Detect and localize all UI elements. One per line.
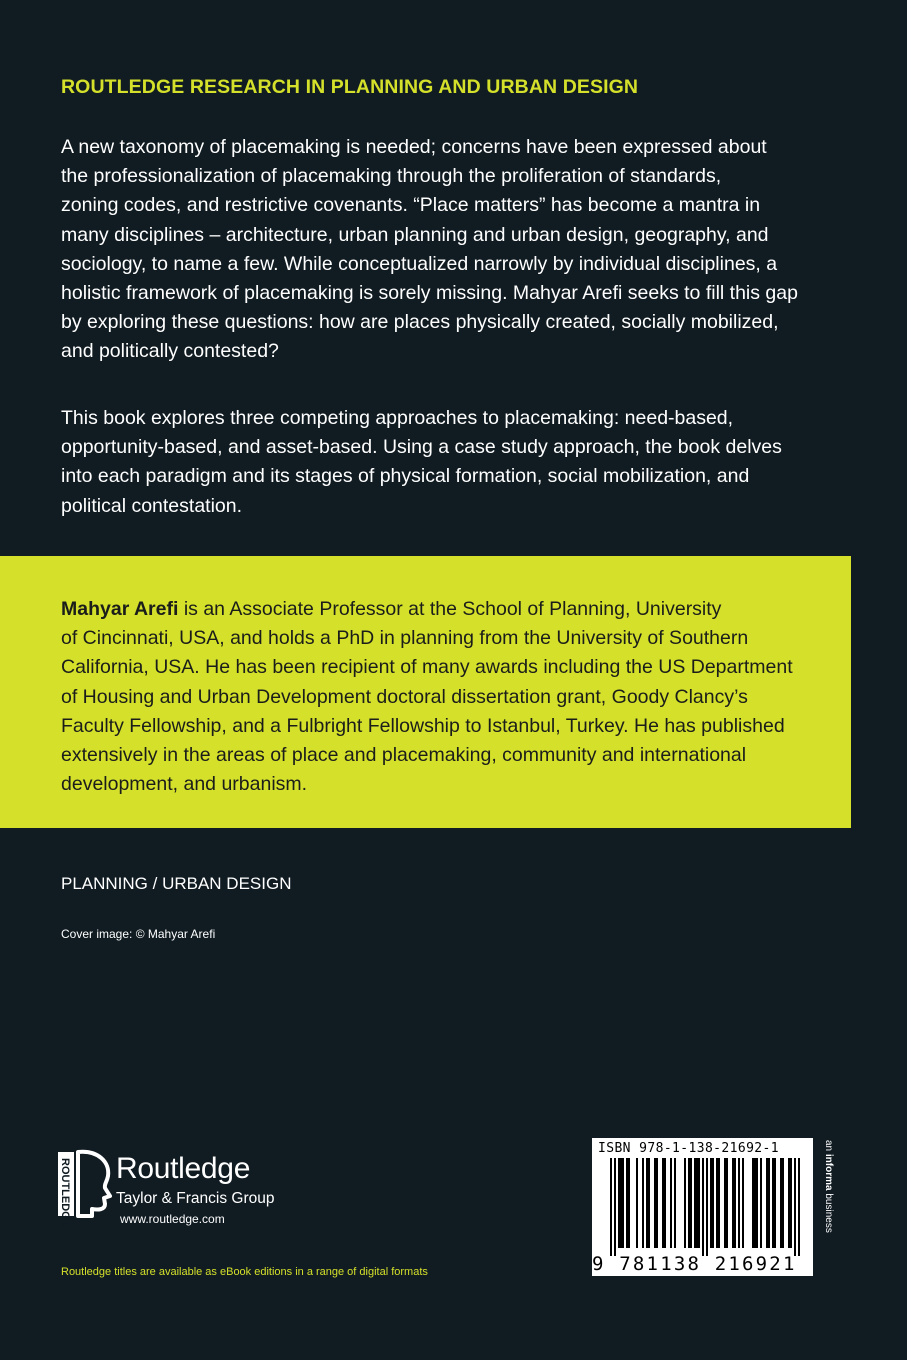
publisher-name: Routledge (116, 1152, 251, 1185)
ebook-note: Routledge titles are available as eBook editions in a range of digital formats (61, 1266, 428, 1278)
barcode-bar (684, 1158, 686, 1248)
description-line: into each paradigm and its stages of physical formation, social mobilization, and (61, 465, 750, 488)
description-line: holistic framework of placemaking is sorely missing. Mahyar Arefi seeks to fill this gap (61, 282, 798, 305)
barcode-bar (760, 1158, 762, 1248)
barcode-bar (646, 1158, 648, 1248)
ean-digits: 9 781138 216921 (592, 1253, 797, 1275)
barcode-bar (768, 1158, 770, 1248)
barcode-icon (598, 1158, 808, 1256)
barcode-bar (620, 1158, 622, 1248)
barcode-bar (772, 1158, 774, 1248)
description-line: opportunity-based, and asset-based. Using a case study approach, the book delves (61, 436, 782, 459)
barcode-bar (756, 1158, 758, 1248)
barcode-bar (716, 1158, 718, 1248)
barcode-bar (718, 1158, 720, 1248)
barcode-bar (710, 1158, 712, 1248)
series-title: ROUTLEDGE RESEARCH IN PLANNING AND URBAN DESIGN (61, 76, 639, 98)
cover-credit: Cover image: © Mahyar Arefi (61, 927, 216, 941)
author-name: Mahyar Arefi (61, 598, 179, 620)
barcode-bar (752, 1158, 754, 1248)
barcode-bar (794, 1158, 796, 1256)
description-line: by exploring these questions: how are places physically created, socially mobilized, (61, 311, 779, 334)
barcode-bar (614, 1158, 616, 1256)
barcode-bar (642, 1158, 644, 1248)
barcode-bar (674, 1158, 676, 1248)
barcode-bar (734, 1158, 736, 1248)
subject-category: PLANNING / URBAN DESIGN (61, 874, 292, 893)
bio-line: of Housing and Urban Development doctoral dissertation grant, Goody Clancy’s (61, 685, 748, 708)
barcode-bar (766, 1158, 768, 1248)
barcode-bar (702, 1158, 704, 1256)
description-paragraph-1 (61, 133, 851, 367)
barcode-bar (694, 1158, 696, 1248)
bio-line: extensively in the areas of place and placemaking, community and international (61, 744, 747, 767)
description-line: sociology, to name a few. While conceptualized narrowly by individual disciplines, a (61, 252, 778, 275)
barcode-bar (724, 1158, 726, 1248)
isbn-label: ISBN 978-1-138-21692-1 (598, 1141, 779, 1156)
barcode-bar (712, 1158, 714, 1248)
barcode-bar (656, 1158, 658, 1248)
barcode-bar (798, 1158, 800, 1256)
publisher-url[interactable]: www.routledge.com (120, 1212, 225, 1226)
barcode-bar (780, 1158, 782, 1248)
description-line: A new taxonomy of placemaking is needed; concerns have been expressed about (61, 136, 767, 158)
barcode-bar (790, 1158, 792, 1248)
bio-line: of Cincinnati, USA, and holds a PhD in planning from the University of Southern (61, 627, 749, 650)
barcode-bar (622, 1158, 624, 1248)
barcode-bar (706, 1158, 708, 1256)
barcode-bar (626, 1158, 628, 1248)
barcode-bar (664, 1158, 666, 1248)
barcode-bar (782, 1158, 784, 1248)
barcode-bar (788, 1158, 790, 1248)
informa-prefix: an (823, 1140, 834, 1154)
barcode-bar (754, 1158, 756, 1248)
barcode-bar (618, 1158, 620, 1248)
barcode-bar (732, 1158, 734, 1248)
description-line: and politically contested? (61, 340, 279, 363)
publisher-group: Taylor & Francis Group (116, 1190, 275, 1207)
description-line: many disciplines – architecture, urban planning and urban design, geography, and (61, 223, 769, 246)
author-bio (61, 595, 793, 799)
informa-business-note (818, 1140, 834, 1280)
barcode-bar (654, 1158, 656, 1248)
informa-suffix: business (823, 1190, 834, 1233)
barcode-bar (662, 1158, 664, 1248)
description-line: political contestation. (61, 494, 243, 517)
bio-line: development, and urbanism. (61, 773, 308, 796)
barcode-bar (690, 1158, 692, 1248)
barcode-bar (738, 1158, 740, 1248)
bio-first-line-rest: is an Associate Professor at the School of Planning, University (178, 598, 722, 620)
barcode-bar (688, 1158, 690, 1248)
barcode-bar (670, 1158, 672, 1248)
barcode-bar (774, 1158, 776, 1248)
barcode-bar (610, 1158, 612, 1256)
bio-line: California, USA. He has been recipient of many awards including the US Department (61, 656, 793, 679)
barcode-bar (698, 1158, 700, 1248)
bio-first-line (61, 595, 793, 624)
barcode-bar (628, 1158, 630, 1248)
barcode-bar (726, 1158, 728, 1248)
description-line: This book explores three competing approaches to placemaking: need-based, (61, 407, 734, 429)
barcode-bar (696, 1158, 698, 1248)
description-line: the professionalization of placemaking through the proliferation of standards, (61, 165, 722, 188)
barcode-bar (648, 1158, 650, 1248)
informa-brand: informa (823, 1153, 834, 1191)
description-paragraph-2 (61, 404, 851, 521)
barcode-bar (636, 1158, 638, 1248)
bio-line: Faculty Fellowship, and a Fulbright Fellowship to Istanbul, Turkey. He has published (61, 714, 785, 737)
barcode-bar (742, 1158, 744, 1248)
svg-text:ROUTLEDGE: ROUTLEDGE (59, 1158, 71, 1228)
description-line: zoning codes, and restrictive covenants. “Place matters” has become a mantra in (61, 194, 761, 217)
